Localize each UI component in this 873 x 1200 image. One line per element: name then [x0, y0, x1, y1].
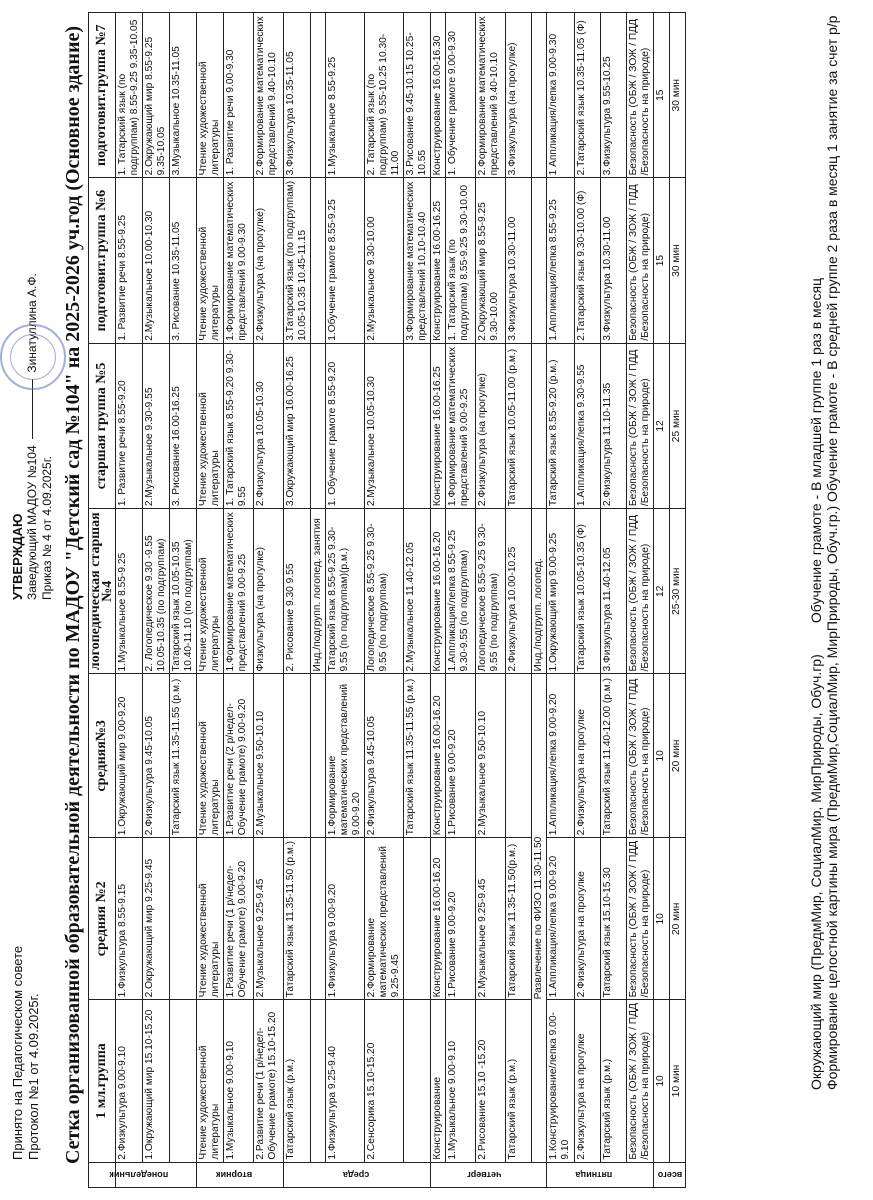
table-row — [326, 13, 365, 1188]
table-row — [575, 13, 601, 1188]
schedule-cell: 1.Развитие речи (1 р/недел-Обучение грамоте) 9.00-9.20 — [224, 838, 254, 1000]
day-label-text: пятница — [575, 1169, 613, 1180]
schedule-cell: 2.Физкультура 9.00-9.10 — [116, 1000, 143, 1162]
header-row — [89, 13, 116, 1188]
day-label-text: всего — [657, 1169, 682, 1180]
table-row — [431, 13, 446, 1188]
schedule-cell — [311, 343, 326, 508]
schedule-cell: Чтение художественной литературы — [197, 13, 224, 178]
schedule-cell: Безопасность (ОБЖ / ЗОЖ / ПДД /Безопасность на природе) — [627, 178, 654, 343]
schedule-cell: 1. Обучение грамоте 9.00-9.30 — [446, 13, 476, 178]
schedule-cell: 2.Физкультура 10.00-10.25 — [506, 509, 532, 674]
schedule-cell: 1. Обучение грамоте 8.55-9.20 — [326, 343, 365, 508]
schedule-cell: Чтение художественной литературы — [197, 838, 224, 1000]
group-header: средняя №2 — [89, 838, 116, 1000]
schedule-cell: Чтение художественной литературы — [197, 674, 224, 838]
schedule-cell: 20 мин — [670, 674, 686, 838]
schedule-cell: 2.Музыкальное 9.50-10.10 — [254, 674, 284, 838]
schedule-cell — [532, 13, 547, 178]
table-row — [446, 13, 476, 1188]
schedule-cell: 3.Рисование 9.45-10.15 10.25-10.55 — [404, 13, 431, 178]
schedule-cell: Физкультура (на прогулке) — [254, 509, 284, 674]
schedule-cell: 1.Развитие речи (2 р/недел-Обучение грамоте) 9.00-9.20 — [224, 674, 254, 838]
schedule-cell: 1.Формирование математических представлений 9.00-9.30 — [224, 178, 254, 343]
schedule-cell: Татарский язык 11.35-11.55 (р.м.) — [170, 674, 197, 838]
schedule-cell: 2.Развитие речи (1 р/недел-Обучение грамоте) 15.10-15.20 — [254, 1000, 284, 1162]
schedule-cell: Инд./подгрупп. логопед. занятия — [311, 509, 326, 674]
schedule-cell: 10 — [654, 838, 670, 1000]
schedule-cell: 10 мин — [670, 1000, 686, 1162]
schedule-cell: 1.Аппликация/лепка 8.55-9.25 — [547, 178, 575, 343]
approved-label: УТВЕРЖДАЮ — [10, 513, 25, 600]
schedule-cell — [404, 343, 431, 508]
group-header: средняя№3 — [89, 674, 116, 838]
schedule-cell: 10 — [654, 674, 670, 838]
schedule-cell: 3.Физкультура (на прогулке) — [506, 13, 532, 178]
schedule-cell: 2.Формирование математических представлений 9.40-10.10 — [254, 13, 284, 178]
day-label — [654, 1162, 686, 1187]
schedule-cell: 2.Физкультура на прогулке — [575, 1000, 601, 1162]
day-label — [109, 1162, 197, 1187]
schedule-cell: 1.Аппликация/лепка 9.00-9.20 — [547, 674, 575, 838]
protocol-line: Протокол №1 от 4.09.2025г. — [26, 993, 41, 1160]
footer-text-1: Окружающий мир (ПредмМир, СоциалМир, МирПрироды, Обуч.гр) — [808, 654, 824, 1090]
schedule-cell — [532, 343, 547, 508]
day-label — [431, 1162, 547, 1187]
schedule-cell — [311, 674, 326, 838]
schedule-cell: Конструирование 16.00-16.30 — [431, 13, 446, 178]
schedule-cell: 1.Музыкальное 9.00-9.10 — [446, 1000, 476, 1162]
group-header: логопедическая старшая №4 — [89, 509, 116, 674]
schedule-cell: Татарский язык 11.35-11.55 (р.м.) — [404, 674, 431, 838]
table-row — [224, 13, 254, 1188]
schedule-cell: 1.Рисование 9.00-9.20 — [446, 674, 476, 838]
schedule-cell: 1. Татарский язык (по подгруппам) 8.55-9.25 9.30-10.00 — [446, 178, 476, 343]
schedule-cell: Конструирование 16.00-16.20 — [431, 509, 446, 674]
schedule-cell: 1.Окружающий мир 9.00-9.25 — [547, 509, 575, 674]
schedule-cell: Чтение художественной литературы — [197, 509, 224, 674]
schedule-cell: Логопедическое 8.55-9.25 9.30-9.55 (по подгруппам) — [476, 509, 506, 674]
schedule-cell: 2.Сенсорика 15.10-15.20 — [365, 1000, 404, 1162]
footer-note-1: Обучение грамоте - В младшей группе 1 раз в месяц — [808, 277, 824, 624]
schedule-cell: 1. Развитие речи 8.55-9.20 — [116, 343, 143, 508]
schedule-cell: 3.Музыкальное 10.35-11.05 — [170, 13, 197, 178]
schedule-cell: Татарский язык 10.05-10.35 (Ф) — [575, 509, 601, 674]
schedule-cell: 1.Музыкальное 9.00-9.10 — [224, 1000, 254, 1162]
schedule-cell: Безопасность (ОБЖ / ЗОЖ / ПДД /Безопасность на природе) — [627, 343, 654, 508]
approval-block — [10, 273, 55, 600]
footer-line-1 — [808, 10, 824, 1090]
schedule-cell: Татарский язык 11.35-11.50 (р.м.) — [284, 838, 311, 1000]
schedule-cell: Татарский язык (р.м.) — [284, 1000, 311, 1162]
schedule-cell: 2.Физкультура на прогулке — [575, 838, 601, 1000]
schedule-cell: 1. Развитие речи 9.00-9.30 — [224, 13, 254, 178]
stamp-seal — [0, 324, 66, 390]
table-row — [601, 13, 627, 1188]
schedule-cell — [311, 1000, 326, 1162]
group-header: старшая группа №5 — [89, 343, 116, 508]
schedule-cell: 2. Логопедическое 9.30 -9.55 10.05-10.35 (по подгруппам) — [143, 509, 170, 674]
schedule-cell: 3.Физкультура 10.35-11.05 — [284, 13, 311, 178]
schedule-cell: 2.Физкультура (на прогулке) — [476, 343, 506, 508]
schedule-cell: Татарский язык 11.35-11.50(р.м.) — [506, 838, 532, 1000]
schedule-cell: Конструирование 16.00-16.20 — [431, 838, 446, 1000]
schedule-cell: Конструирование — [431, 1000, 446, 1162]
schedule-cell — [404, 1000, 431, 1162]
order-line: Приказ № 4 от 4.09.2025г. — [40, 456, 54, 600]
table-row — [254, 13, 284, 1188]
day-label-text: вторник — [216, 1169, 253, 1180]
approval-council — [10, 946, 42, 1160]
schedule-cell: 1.Рисование 9.00-9.20 — [446, 838, 476, 1000]
schedule-cell: 3.Формирование математических представлений 10.10-10.40 — [404, 178, 431, 343]
schedule-table — [88, 12, 686, 1188]
schedule-cell: 3.Физкультура 10.30-11.00 — [506, 178, 532, 343]
council-line: Принято на Педагогическом совете — [10, 945, 25, 1160]
head-line — [25, 273, 40, 600]
table-row — [476, 13, 506, 1188]
footer-notes — [808, 10, 840, 1090]
schedule-cell: 3.Физкультура 11.40-12.05 — [601, 509, 627, 674]
group-header: 1 мл.группа — [89, 1000, 116, 1162]
schedule-cell: Конструирование 16.00-16.25 — [431, 178, 446, 343]
schedule-cell — [170, 1000, 197, 1162]
schedule-cell: 3.Физкультура 9.55-10.25 — [601, 13, 627, 178]
schedule-cell: Татарский язык 8.55-9.25 9.30-9.55 (по подгруппам)(р.м.) — [326, 509, 365, 674]
group-header: подготовит.группа №7 — [89, 13, 116, 178]
table-row — [627, 13, 654, 1188]
schedule-cell — [532, 178, 547, 343]
schedule-cell: Конструирование 16.00-16.20 — [431, 674, 446, 838]
schedule-cell: 25 мин — [670, 343, 686, 508]
schedule-cell: 30 мин — [670, 178, 686, 343]
schedule-cell — [506, 674, 532, 838]
schedule-cell: Татарский язык 10.05-10.35 10.40-11.10 (по подгруппам) — [170, 509, 197, 674]
schedule-cell: 2.Физкультура 11.10-11.35 — [601, 343, 627, 508]
schedule-cell: 1.Аппликация/лепка 9.30-9.55 — [575, 343, 601, 508]
footer-line-2: Формирование целостной картины мира (ПредмМир,СоциалМир, МирПрироды, Обуч.гр.) Обучение грамоте - В средней группе 2 раза в месяц 1 занятие за счет р/р — [824, 15, 840, 1090]
schedule-cell: 1 Аппликация/лепка 9.00-9.30 — [547, 13, 575, 178]
schedule-cell: Инд./подгрупп. логопед. — [532, 509, 547, 674]
day-label — [197, 1162, 284, 1187]
schedule-cell: 1.Физкультура 9.00-9.20 — [326, 838, 365, 1000]
schedule-cell: 2.Татарский язык 9.30-10.00 (Ф) — [575, 178, 601, 343]
schedule-cell: 10 — [654, 1000, 670, 1162]
schedule-cell: 1.Музыкальное 8.55-9.25 — [326, 13, 365, 178]
schedule-cell: Чтение художественной литературы — [197, 343, 224, 508]
schedule-cell: 1.Аппликация/лепка 8.55-9.25 9.30-9.55 (по подгруппам) — [446, 509, 476, 674]
schedule-cell: 1.Окружающий мир 9.00-9.20 — [116, 674, 143, 838]
schedule-cell: 1. Татарский язык 8.55-9.20 9.30-9.55 — [224, 343, 254, 508]
schedule-body — [109, 13, 686, 1188]
schedule-cell: 20 мин — [670, 838, 686, 1000]
schedule-cell: 3.Окружающий мир 16.00-16.25 — [284, 343, 311, 508]
schedule-cell: Чтение художественной литературы — [197, 178, 224, 343]
day-label-text: понедельник — [109, 1169, 169, 1180]
schedule-cell: 1.Обучение грамоте 8.55-9.25 — [326, 178, 365, 343]
schedule-cell: 1.Аппликация/лепка 9.00-9.20 — [547, 838, 575, 1000]
schedule-cell: Татарский язык 15.10-15.30 — [601, 838, 627, 1000]
schedule-cell: 2.Музыкальное 9.25-9.45 — [254, 838, 284, 1000]
table-row — [670, 13, 686, 1188]
schedule-cell: Безопасность (ОБЖ / ЗОЖ / ПДД /Безопасность на природе) — [627, 674, 654, 838]
schedule-cell: 2. Рисование 9.30 9.55 — [284, 509, 311, 674]
schedule-cell: 15 — [654, 13, 670, 178]
schedule-cell: Татарский язык 11.40-12.00 (р.м.) — [601, 674, 627, 838]
table-row — [404, 13, 431, 1188]
schedule-cell — [311, 13, 326, 178]
table-row — [506, 13, 532, 1188]
schedule-cell: 2.Музыкальное 9.30-9.55 — [143, 343, 170, 508]
table-row — [654, 13, 670, 1188]
table-row — [311, 13, 326, 1188]
schedule-cell: 2.Татарский язык 10.35-11.05 (Ф) — [575, 13, 601, 178]
schedule-cell: 2.Музыкальное 11.40-12.05 — [404, 509, 431, 674]
schedule-cell: 25-30 мин — [670, 509, 686, 674]
schedule-cell — [404, 838, 431, 1000]
schedule-cell: 2.Музыкальное 10.00-10.30 — [143, 178, 170, 343]
group-header: подготовит.группа №6 — [89, 178, 116, 343]
table-row — [284, 13, 311, 1188]
schedule-cell: 2.Формирование математических представлений 9.25-9.45 — [365, 838, 404, 1000]
schedule-cell — [170, 838, 197, 1000]
schedule-cell: Татарский язык (р.м.) — [506, 1000, 532, 1162]
page-title: Сетка организованной образовательной деятельности по МАДОУ "Детский сад №104" на 2025-2026 уч.год (Основное здание) — [62, 25, 84, 1165]
schedule-cell: 3.Физкультура 10.30-11.00 — [601, 178, 627, 343]
schedule-cell: 30 мин — [670, 13, 686, 178]
table-row — [547, 13, 575, 1188]
schedule-cell: 2.Физкультура 10.05-10.30 — [254, 343, 284, 508]
table-row — [532, 13, 547, 1188]
schedule-cell: 2.Физкультура 9.45-10.05 — [143, 674, 170, 838]
schedule-cell: Конструирование 16.00-16.25 — [431, 343, 446, 508]
day-label-text: среда — [342, 1169, 370, 1180]
schedule-cell: 2.Физкультура 9.45-10.05 — [365, 674, 404, 838]
day-label — [547, 1162, 654, 1187]
schedule-cell: 2.Окружающий мир 9.25-9.45 — [143, 838, 170, 1000]
schedule-cell — [311, 178, 326, 343]
schedule-cell: 15 — [654, 178, 670, 343]
schedule-cell: 1.Формирование математических представлений 9.00-9.25 — [446, 343, 476, 508]
schedule-cell: 2.Музыкальное 9.25-9.45 — [476, 838, 506, 1000]
table-row — [170, 13, 197, 1188]
day-label — [284, 1162, 431, 1187]
schedule-cell: 2.Формирование математических представлений 9.40-10.10 — [476, 13, 506, 178]
table-row — [197, 13, 224, 1188]
schedule-cell: 3. Рисование 16.00-16.25 — [170, 343, 197, 508]
schedule-cell: 2.Рисование 15.10 -15.20 — [476, 1000, 506, 1162]
schedule-cell: 1.Физкультура 9.25-9.40 — [326, 1000, 365, 1162]
schedule-cell: 2.Окружающий мир 8.55-9.25 9.30-10.00 — [476, 178, 506, 343]
schedule-cell: Татарский язык 8.55-9.20 (р.м.) — [547, 343, 575, 508]
schedule-cell: 12 — [654, 509, 670, 674]
schedule-cell: 2.Физкультура (на прогулке) — [254, 178, 284, 343]
schedule-cell: Логопедическое 8.55-9.25 9.30-9.55 (по подгруппам) — [365, 509, 404, 674]
table-row — [116, 13, 143, 1188]
event-cell: Развлечение по ФИЗО 11.30-11.50 — [532, 674, 547, 1162]
schedule-cell: 2. Татарский язык (по подгруппам) 9.55-10.25 10.30-11.00 — [365, 13, 404, 178]
schedule-cell: 2.Музыкальное 10.05-10.30 — [365, 343, 404, 508]
schedule-cell: Безопасность (ОБЖ / ЗОЖ / ПДД /Безопасность на природе) — [627, 509, 654, 674]
table-row — [365, 13, 404, 1188]
schedule-cell: 1. Развитие речи 8.55-9.25 — [116, 178, 143, 343]
schedule-cell: Безопасность (ОБЖ / ЗОЖ / ПДД /Безопасность на природе) — [627, 1000, 654, 1162]
schedule-cell: Безопасность (ОБЖ / ЗОЖ / ПДД /Безопасность на природе) — [627, 838, 654, 1000]
schedule-cell: 1.Окружающий мир 15.10-15.20 — [143, 1000, 170, 1162]
schedule-cell: Татарский язык (р.м.) — [601, 1000, 627, 1162]
schedule-cell: 12 — [654, 343, 670, 508]
head-name: Зинатуллина А.Ф. — [25, 273, 39, 373]
schedule-cell: 1.Конструирование/лепка 9.00-9.10 — [547, 1000, 575, 1162]
schedule-cell: 3.Татарский язык (по подгруппам) 10.05-10.35 10.45-11.15 — [284, 178, 311, 343]
schedule-cell — [311, 838, 326, 1000]
schedule-cell: 3. Рисование 10.35-11.05 — [170, 178, 197, 343]
schedule-cell — [284, 674, 311, 838]
schedule-cell: 2.Окружающий мир 8.55-9.25 9.35-10.05 — [143, 13, 170, 178]
day-label-text: четверг — [466, 1169, 501, 1180]
schedule-cell: 2.Музыкальное 9.30-10.00 — [365, 178, 404, 343]
schedule-cell: 1. Татарский язык (по подгруппам) 8.55-9.25 9.35-10.05 — [116, 13, 143, 178]
schedule-cell: 1.Физкультура 8.55-9.15 — [116, 838, 143, 1000]
schedule-cell: 1.Формирование математических представлений 9.00-9.20 — [326, 674, 365, 838]
schedule-cell: Татарский язык 10.05-11.00 (р.м.) — [506, 343, 532, 508]
schedule-cell: Безопасность (ОБЖ / ЗОЖ / ПДД /Безопасность на природе) — [627, 13, 654, 178]
schedule-cell: Чтение художественной литературы — [197, 1000, 224, 1162]
schedule-cell: 2.Музыкальное 9.50-10.10 — [476, 674, 506, 838]
schedule-cell: 2.Физкультура на прогулке — [575, 674, 601, 838]
table-row — [143, 13, 170, 1188]
head-position: Заведующий МАДОУ №104 — [25, 445, 39, 600]
schedule-cell: 1.Музыкальное 8.55-9.25 — [116, 509, 143, 674]
schedule-cell: 1.Формирование математических представлений 9.00-9.25 — [224, 509, 254, 674]
